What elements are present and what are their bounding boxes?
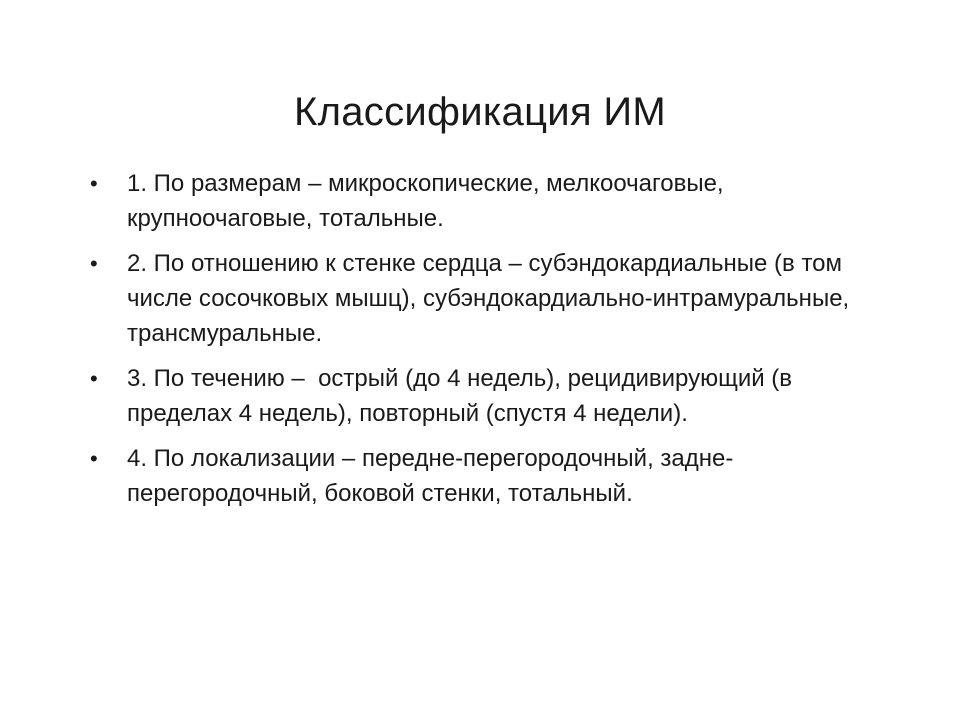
- bullet-list: [90, 166, 890, 521]
- list-item-text: 2. По отношению к стенке сердца – субэндокардиальные (в том числе сосочковых мышц), субэндокардиально-интрамуральные, трансмуральные.: [127, 250, 850, 347]
- bullet-icon: •: [90, 251, 98, 276]
- bullet-icon: •: [90, 171, 98, 196]
- bullet-icon: •: [90, 366, 98, 391]
- list-item: [90, 166, 890, 236]
- list-item: [90, 441, 890, 511]
- list-item: [90, 361, 890, 431]
- slide-title: Классификация ИМ: [293, 90, 666, 134]
- list-item: [90, 246, 890, 351]
- list-item-text: 4. По локализации – передне-перегородочный, задне-перегородочный, боковой стенки, тотальный.: [127, 445, 734, 507]
- list-item-text: 3. По течению – острый (до 4 недель), рецидивирующий (в пределах 4 недель), повторный (спустя 4 недели).: [127, 365, 799, 427]
- bullet-icon: •: [90, 446, 98, 471]
- list-item-text: 1. По размерам – микроскопические, мелкоочаговые, крупноочаговые, тотальные.: [127, 170, 724, 232]
